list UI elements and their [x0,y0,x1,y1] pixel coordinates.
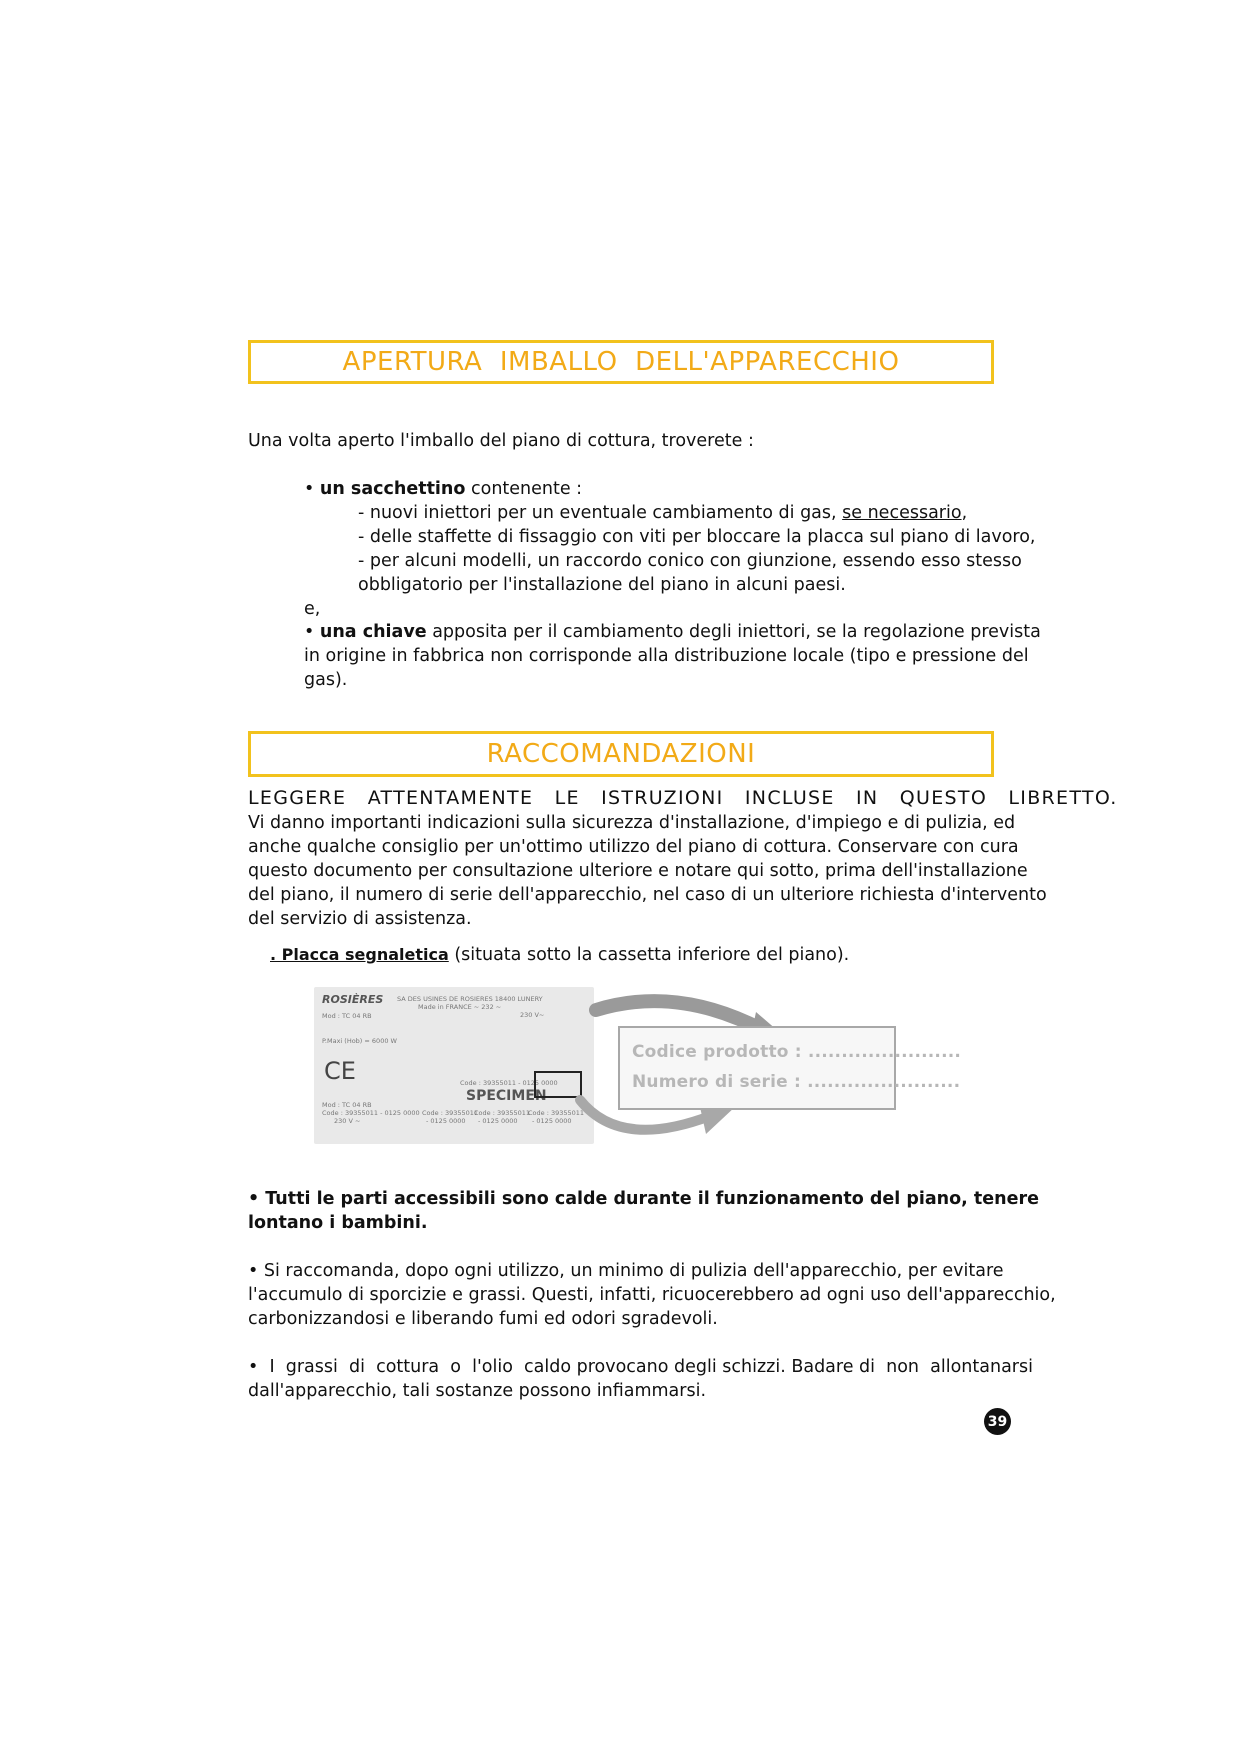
stub-serial-2: - 0125 0000 [478,1117,518,1125]
key-label: una chiave [319,622,427,642]
key-line-1 [304,621,1041,645]
serial-number-label: Numero di serie : ....................... [632,1072,961,1092]
key-text-1: apposita per il cambiamento degli iniettori, se la regolazione prevista [426,622,1041,642]
grease-line-2: dall'apparecchio, tali sostanze possono infiammarsi. [248,1381,707,1401]
bag-item-3: - per alcuni modelli, un raccordo conico con giunzione, essendo esso stesso [358,551,1022,571]
key-line-3: gas). [304,670,348,690]
bag-item-2: - delle staffette di fissaggio con viti per bloccare la placca sul piano di lavoro, [358,527,1036,547]
page-number: 39 [984,1408,1011,1435]
cleaning-line-2: l'accumulo di sporcizie e grassi. Questi, infatti, ricuocerebbero ad ogni uso dell'apparecchio, [248,1285,1056,1305]
section-title-opening: APERTURA IMBALLO DELL'APPARECCHIO [342,347,900,377]
plate-maker-line-2: Made in FRANCE ~ 232 ~ [418,1003,502,1011]
bag-item-1-text: - nuovi iniettori per un eventuale cambiamento di gas, [358,503,843,523]
recommend-paragraph-line-1: Vi danno importanti indicazioni sulla sicurezza d'installazione, d'impiego e di pulizia, ed [248,813,1016,833]
bag-label: un sacchettino [319,479,466,499]
stub-code-3: Code : 39355011 [528,1109,585,1117]
rating-plate [314,987,594,1144]
se-necessario-link: se necessario [842,503,962,523]
grease-line-1: • I grassi di cottura o l'olio caldo provocano degli schizzi. Badare di non allontanarsi [248,1357,1033,1377]
stub-code: Code : 39355011 - 0125 0000 [322,1109,420,1117]
recommend-paragraph-line-2: anche qualche consiglio per un'ottimo utilizzo del piano di cottura. Conservare con cura [248,837,1019,857]
bag-after: contenente : [465,479,583,499]
conjunction: e, [304,599,321,619]
read-notice: LEGGERE ATTENTAMENTE LE ISTRUZIONI INCLUSE IN QUESTO LIBRETTO. [248,787,1118,809]
plate-caption [270,943,849,968]
bag-bullet-line [304,478,582,502]
section-heading-opening [248,340,994,384]
plate-power: P.Maxi (Hob) = 6000 W [322,1037,397,1045]
plate-code-line: Code : 39355011 - 0125 0000 [460,1079,558,1087]
plate-label: . Placca segnaletica [270,945,449,964]
section-heading-recommendations [248,731,994,777]
product-code-label: Codice prodotto : ....................... [632,1042,962,1062]
warning-line-1: • Tutti le parti accessibili sono calde durante il funzionamento del piano, tenere [248,1189,1039,1209]
cleaning-line-3: carbonizzandosi e liberando fumi ed odori sgradevoli. [248,1309,718,1329]
ce-mark: CE [324,1057,356,1085]
stub-voltage: 230 V ~ [334,1117,361,1125]
specimen-label: SPECIMEN [466,1088,547,1104]
plate-brand: ROSIÈRES [322,993,384,1006]
intro-text: Una volta aperto l'imballo del piano di cottura, troverete : [248,431,754,451]
plate-voltage: 230 V~ [520,1011,545,1019]
cleaning-line-1: • Si raccomanda, dopo ogni utilizzo, un minimo di pulizia dell'apparecchio, per evitare [248,1261,1004,1281]
bag-item-4: obbligatorio per l'installazione del piano in alcuni paesi. [358,575,846,595]
stub-model: Mod : TC 04 RB [322,1101,372,1109]
key-bullet: • [304,622,320,642]
bag-bullet: • [304,479,320,499]
recommend-paragraph-line-4: del piano, il numero di serie dell'apparecchio, nel caso di un ulteriore richiesta d'intervento [248,885,1047,905]
bag-item-1 [358,502,967,526]
plate-maker-line-1: SA DES USINES DE ROSIERES 18400 LUNERY [397,995,543,1003]
section-title-recommendations: RACCOMANDAZIONI [486,739,756,769]
stub-serial-1: - 0125 0000 [426,1117,466,1125]
stub-code-1: Code : 39355011 [422,1109,479,1117]
serial-record-card [618,1026,962,1110]
bag-item-1-end: , [961,503,968,523]
plate-note: (situata sotto la cassetta inferiore del piano). [448,945,850,965]
recommend-paragraph-line-3: questo documento per consultazione ulteriore e notare qui sotto, prima dell'installazione [248,861,1028,881]
plate-model: Mod : TC 04 RB [322,1012,372,1020]
stub-code-2: Code : 39355011 [474,1109,531,1117]
warning-line-2: lontano i bambini. [248,1213,428,1233]
key-line-2: in origine in fabbrica non corrisponde alla distribuzione locale (tipo e pressione del [304,646,1029,666]
stub-serial-3: - 0125 0000 [532,1117,572,1125]
recommend-paragraph-line-5: del servizio di assistenza. [248,909,472,929]
